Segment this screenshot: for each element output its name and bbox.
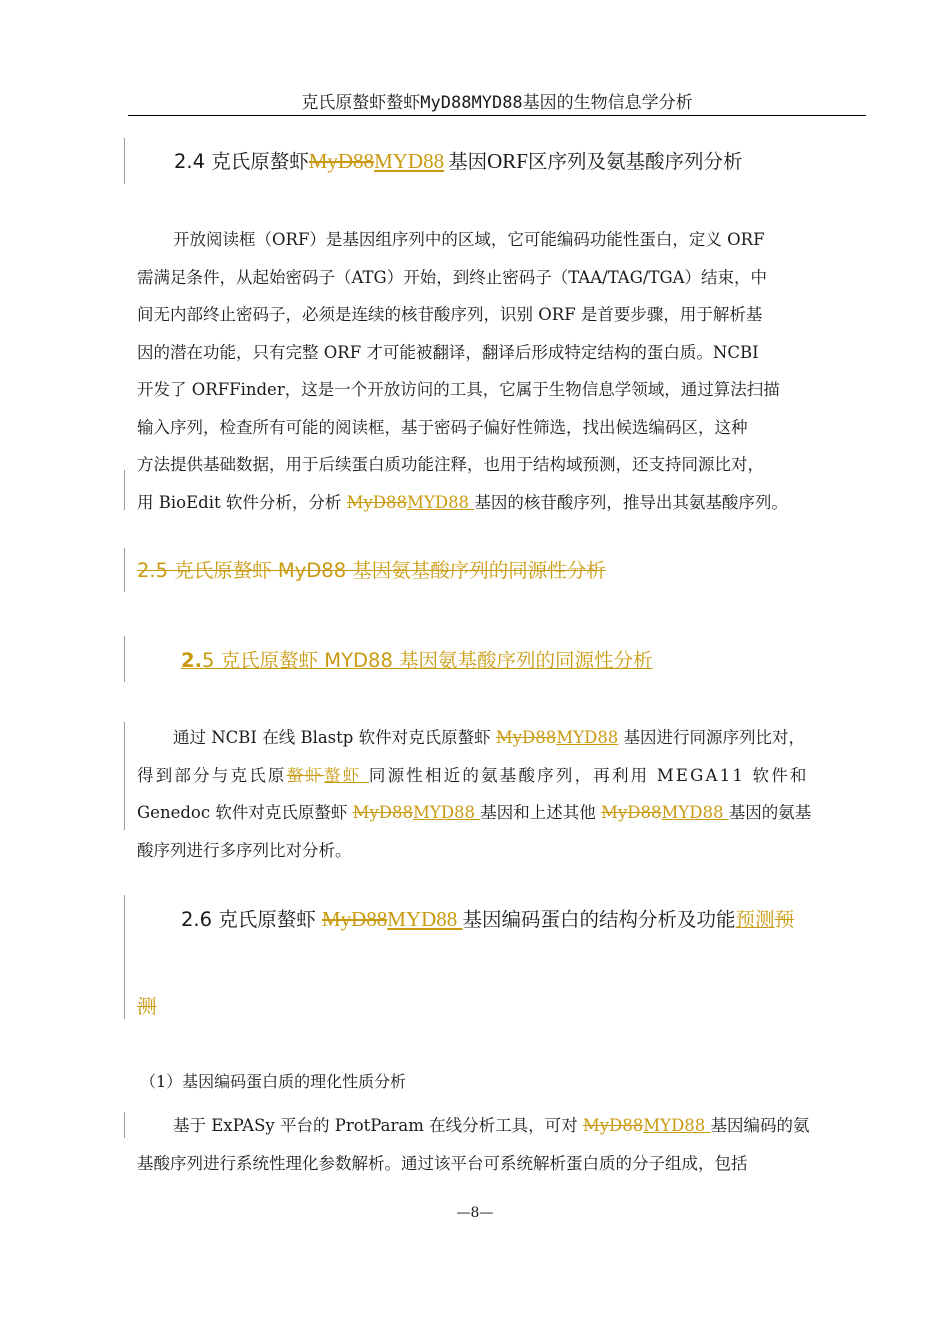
header-rule xyxy=(128,115,866,116)
section-heading-2-4 xyxy=(174,147,742,176)
paragraph-line: 因的潜在功能，只有完整 ORF 才可能被翻译，翻译后形成特定结构的蛋白质。NCBI xyxy=(137,342,759,362)
deleted-text: MyD88 xyxy=(495,728,557,747)
paragraph-homology: 通过 NCBI 在线 Blastp 软件对克氏原螯虾 MyD88MYD88 基因进行同源序列比对， 得到部分与克氏原螯虾螯虾 同源性相近的氨基酸序列，再利用 MEGA11 软件和 Genedoc 软件对克氏原螯虾 MyD88MYD88 基因和上述其他 MyD88MYD88 基因的氨基 酸序列进行多序列比对分析。 xyxy=(137,728,812,860)
heading-text: 基因编码蛋白的结构分析及功能 xyxy=(462,908,736,931)
heading-number: 2. xyxy=(181,649,202,672)
page-number: —8— xyxy=(456,1205,494,1221)
inserted-text: MYD88 xyxy=(661,803,729,822)
section-heading-2-6 xyxy=(181,905,794,934)
change-bar xyxy=(124,548,125,592)
change-bar xyxy=(124,470,125,510)
deleted-text: MyD88 xyxy=(582,1116,644,1135)
change-bar xyxy=(124,138,125,184)
inserted-text: MYD88 xyxy=(556,728,619,747)
deleted-text: MyD88 xyxy=(308,149,375,173)
paragraph-line: 开发了 ORFFinder，这是一个开放访问的工具，它属于生物信息学领域，通过算法扫描 xyxy=(137,380,780,399)
subheading-physicochemical: （1）基因编码蛋白质的理化性质分析 xyxy=(140,1072,407,1091)
inserted-text: 5 克氏原螯虾 MYD88 基因氨基酸序列的同源性分析 xyxy=(201,649,653,672)
paragraph-line: 开放阅读框（ORF）是基因组序列中的区域，它可能编码功能性蛋白，定义 ORF xyxy=(173,230,765,249)
running-header: 克氏原螯虾螯虾MyD88MYD88基因的生物信息学分析 xyxy=(301,93,693,113)
inserted-text: MYD88 xyxy=(643,1116,711,1135)
paragraph-protparam: 基于 ExPASy 平台的 ProtParam 在线分析工具，可对 MyD88MYD88 基因编码的氨 基酸序列进行系统性理化参数解析。通过该平台可系统解析蛋白质的分子组成，包括 xyxy=(137,1116,810,1173)
paragraph-orf xyxy=(137,221,863,521)
heading-number: 2.4 克氏原螯虾 xyxy=(174,150,309,173)
deleted-section-heading-2-5: 2.5 克氏原螯虾 MyD88 基因氨基酸序列的同源性分析 xyxy=(137,559,606,582)
paragraph-line: 用 BioEdit 软件分析，分析 MyD88MYD88 基因的核苷酸序列，推导出其氨基酸序列。 xyxy=(137,492,788,512)
change-bar xyxy=(124,1112,125,1138)
inserted-text: MYD88 xyxy=(387,907,463,931)
deleted-text: MyD88 xyxy=(601,803,662,822)
inserted-text: MYD88 xyxy=(374,149,445,173)
deleted-text: 螯虾 xyxy=(286,765,325,785)
change-bar xyxy=(124,636,125,682)
paragraph-line: 需满足条件，从起始密码子（ATG）开始，到终止密码子（TAA/TAG/TGA）结束，中 xyxy=(137,267,768,287)
paragraph-line: 方法提供基础数据，用于后续蛋白质功能注释，也用于结构域预测，还支持同源比对， xyxy=(137,455,764,474)
deleted-text: MyD88 xyxy=(346,492,408,512)
paragraph-line: 输入序列，检查所有可能的阅读框，基于密码子偏好性筛选，找出候选编码区，这种 xyxy=(137,417,748,437)
paragraph-line: 间无内部终止密码子，必须是连续的核苷酸序列，识别 ORF 是首要步骤，用于解析基 xyxy=(137,305,763,324)
inserted-text: 螯虾 xyxy=(324,765,369,785)
deleted-text: 测 xyxy=(137,995,157,1018)
deleted-text: MyD88 xyxy=(352,803,414,822)
change-bar xyxy=(124,895,125,1019)
inserted-text: 预测 xyxy=(735,908,775,931)
heading-number: 2.6 克氏原螯虾 xyxy=(181,908,322,931)
deleted-text: 预 xyxy=(774,908,795,931)
deleted-text: MyD88 xyxy=(321,907,388,931)
heading-text: 基因 xyxy=(448,150,488,173)
inserted-text: MYD88 xyxy=(407,492,475,512)
change-bar xyxy=(124,722,125,830)
heading-text: 区序列及氨基酸序列分析 xyxy=(527,150,743,173)
heading-orf: ORF xyxy=(487,149,528,173)
section-heading-2-5 xyxy=(181,647,653,675)
inserted-text: MYD88 xyxy=(413,803,481,822)
